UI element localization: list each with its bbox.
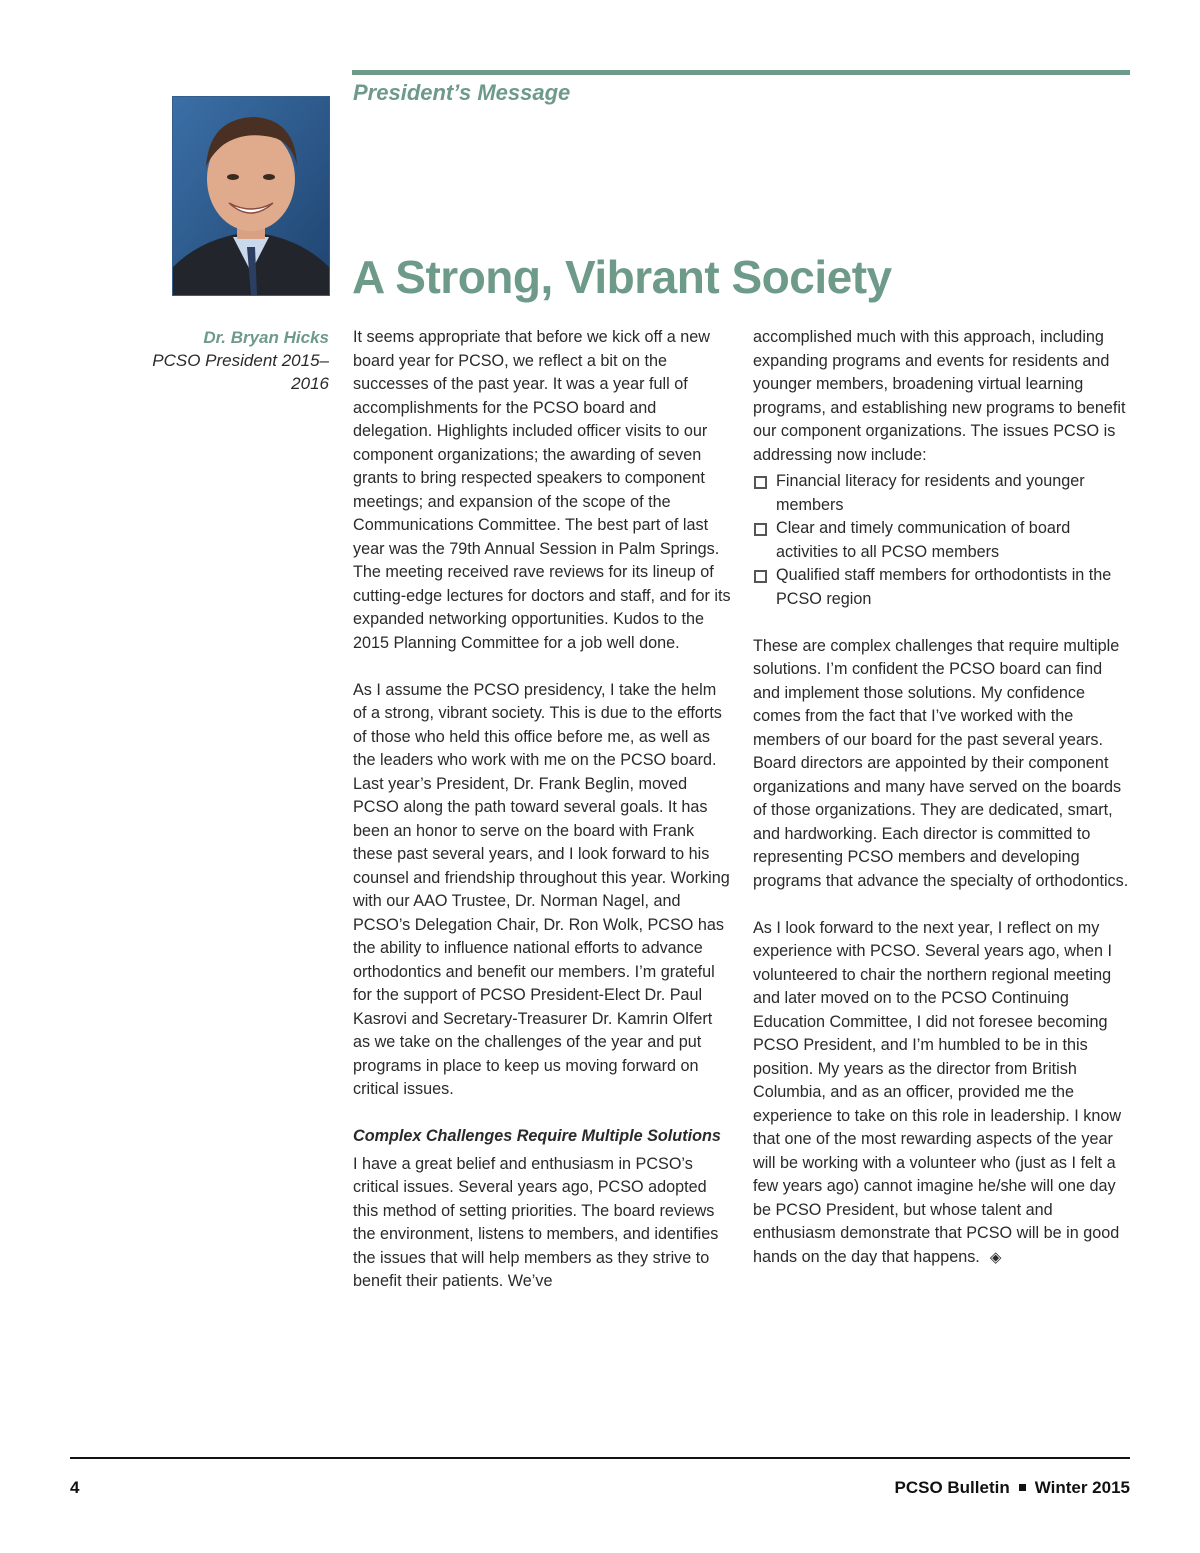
portrait-photo-icon <box>173 97 329 295</box>
issue-date: Winter 2015 <box>1034 1478 1130 1497</box>
checkbox-square-icon <box>754 476 767 489</box>
portrait-photo <box>172 96 330 296</box>
closing-text: As I look forward to the next year, I reflect on my experience with PCSO. Several years ago, when I volunteered to chair the northern regional meeting and later moved on to the PCSO Continuing Education Committee, I did not foresee becoming PCSO President, and I’m humbled to be in this position. My years as the director from British Columbia, and as an officer, provided me the experience to take on this role in leadership. I know that one of the most rewarding aspects of the year will be working with a volunteer who (just as I felt a few years ago) cannot imagine he/she will one day be PCSO President, but whose talent and enthusiasm demonstrate that PCSO will be in good hands on the day that happens. <box>753 918 1122 1266</box>
checkbox-square-icon <box>754 570 767 583</box>
page-number: 4 <box>70 1478 80 1497</box>
publication-name: PCSO Bulletin <box>894 1478 1010 1497</box>
author-title: PCSO President 2015–2016 <box>152 351 329 393</box>
end-mark-icon: ◈ <box>989 1248 1002 1266</box>
closing-paragraph <box>753 917 1133 1270</box>
list-item-text: Qualified staff members for orthodontists in the PCSO region <box>776 566 1112 608</box>
subheading: Complex Challenges Require Multiple Solutions <box>353 1127 721 1145</box>
list-item-text: Financial literacy for residents and younger members <box>776 472 1085 514</box>
list-item <box>753 470 1133 517</box>
list-item <box>753 564 1133 611</box>
checkbox-square-icon <box>754 523 767 536</box>
paragraph: accomplished much with this approach, including expanding programs and events for residents and younger members, broadening virtual learning programs, and establishing new programs to benefit our component organizations. The issues PCSO is addressing now include: <box>753 328 1126 464</box>
separator-square-icon <box>1019 1484 1026 1491</box>
header-rule <box>352 70 1130 75</box>
list-item-text: Clear and timely communication of board activities to all PCSO members <box>776 519 1071 561</box>
page-title: A Strong, Vibrant Society <box>352 251 892 303</box>
list-item <box>753 517 1133 564</box>
paragraph: These are complex challenges that require multiple solutions. I’m confident the PCSO board can find and implement those solutions. My confidence comes from the fact that I’ve worked with the members of our board for the past several years. Board directors are appointed by their component organizations and many have served on the boards of those organizations. They are dedicated, smart, and hardworking. Each director is committed to representing PCSO members and developing programs that advance the specialty of orthodontics. <box>753 636 1129 890</box>
issues-list <box>753 470 1133 611</box>
author-name: Dr. Bryan Hicks <box>203 328 329 347</box>
byline <box>129 326 329 395</box>
article-column-2 <box>753 326 1133 1269</box>
paragraph: I have a great belief and enthusiasm in PCSO’s critical issues. Several years ago, PCSO adopted this method of setting priorities. The board reviews the environment, listens to members, and identifies the issues that will help members as they strive to benefit their patients. We’ve <box>353 1154 719 1290</box>
paragraph: It seems appropriate that before we kick off a new board year for PCSO, we reflect a bit on the successes of the past year. It was a year full of accomplishments for the PCSO board and delegation. Highlights included officer visits to our component organizations; the awarding of seven grants to bring respected speakers to component meetings; and expansion of the scope of the Communications Committee. The best part of last year was the 79th Annual Session in Palm Springs. The meeting received rave reviews for its lineup of cutting-edge lectures for doctors and staff, and for its expanded networking opportunities. Kudos to the 2015 Planning Committee for a job well done. <box>353 328 731 652</box>
footer-publication <box>894 1478 1130 1498</box>
paragraph: As I assume the PCSO presidency, I take the helm of a strong, vibrant society. This is due to the efforts of those who held this office before me, as well as the leaders who work with me on the PCSO board. Last year’s President, Dr. Frank Beglin, moved PCSO along the path toward several goals. It has been an honor to serve on the board with Frank these past several years, and I look forward to his counsel and friendship throughout this year. Working with our AAO Trustee, Dr. Norman Nagel, and PCSO’s Delegation Chair, Dr. Ron Wolk, PCSO has the ability to influence national efforts to advance orthodontics and benefit our members. I’m grateful for the support of PCSO President-Elect Dr. Paul Kasrovi and Secretary-Treasurer Dr. Kamrin Olfert as we take on the challenges of the year and put programs in place to keep us moving forward on critical issues. <box>353 680 730 1098</box>
footer-rule <box>70 1457 1130 1459</box>
article-column-1 <box>353 326 731 1294</box>
section-label: President’s Message <box>353 80 571 105</box>
